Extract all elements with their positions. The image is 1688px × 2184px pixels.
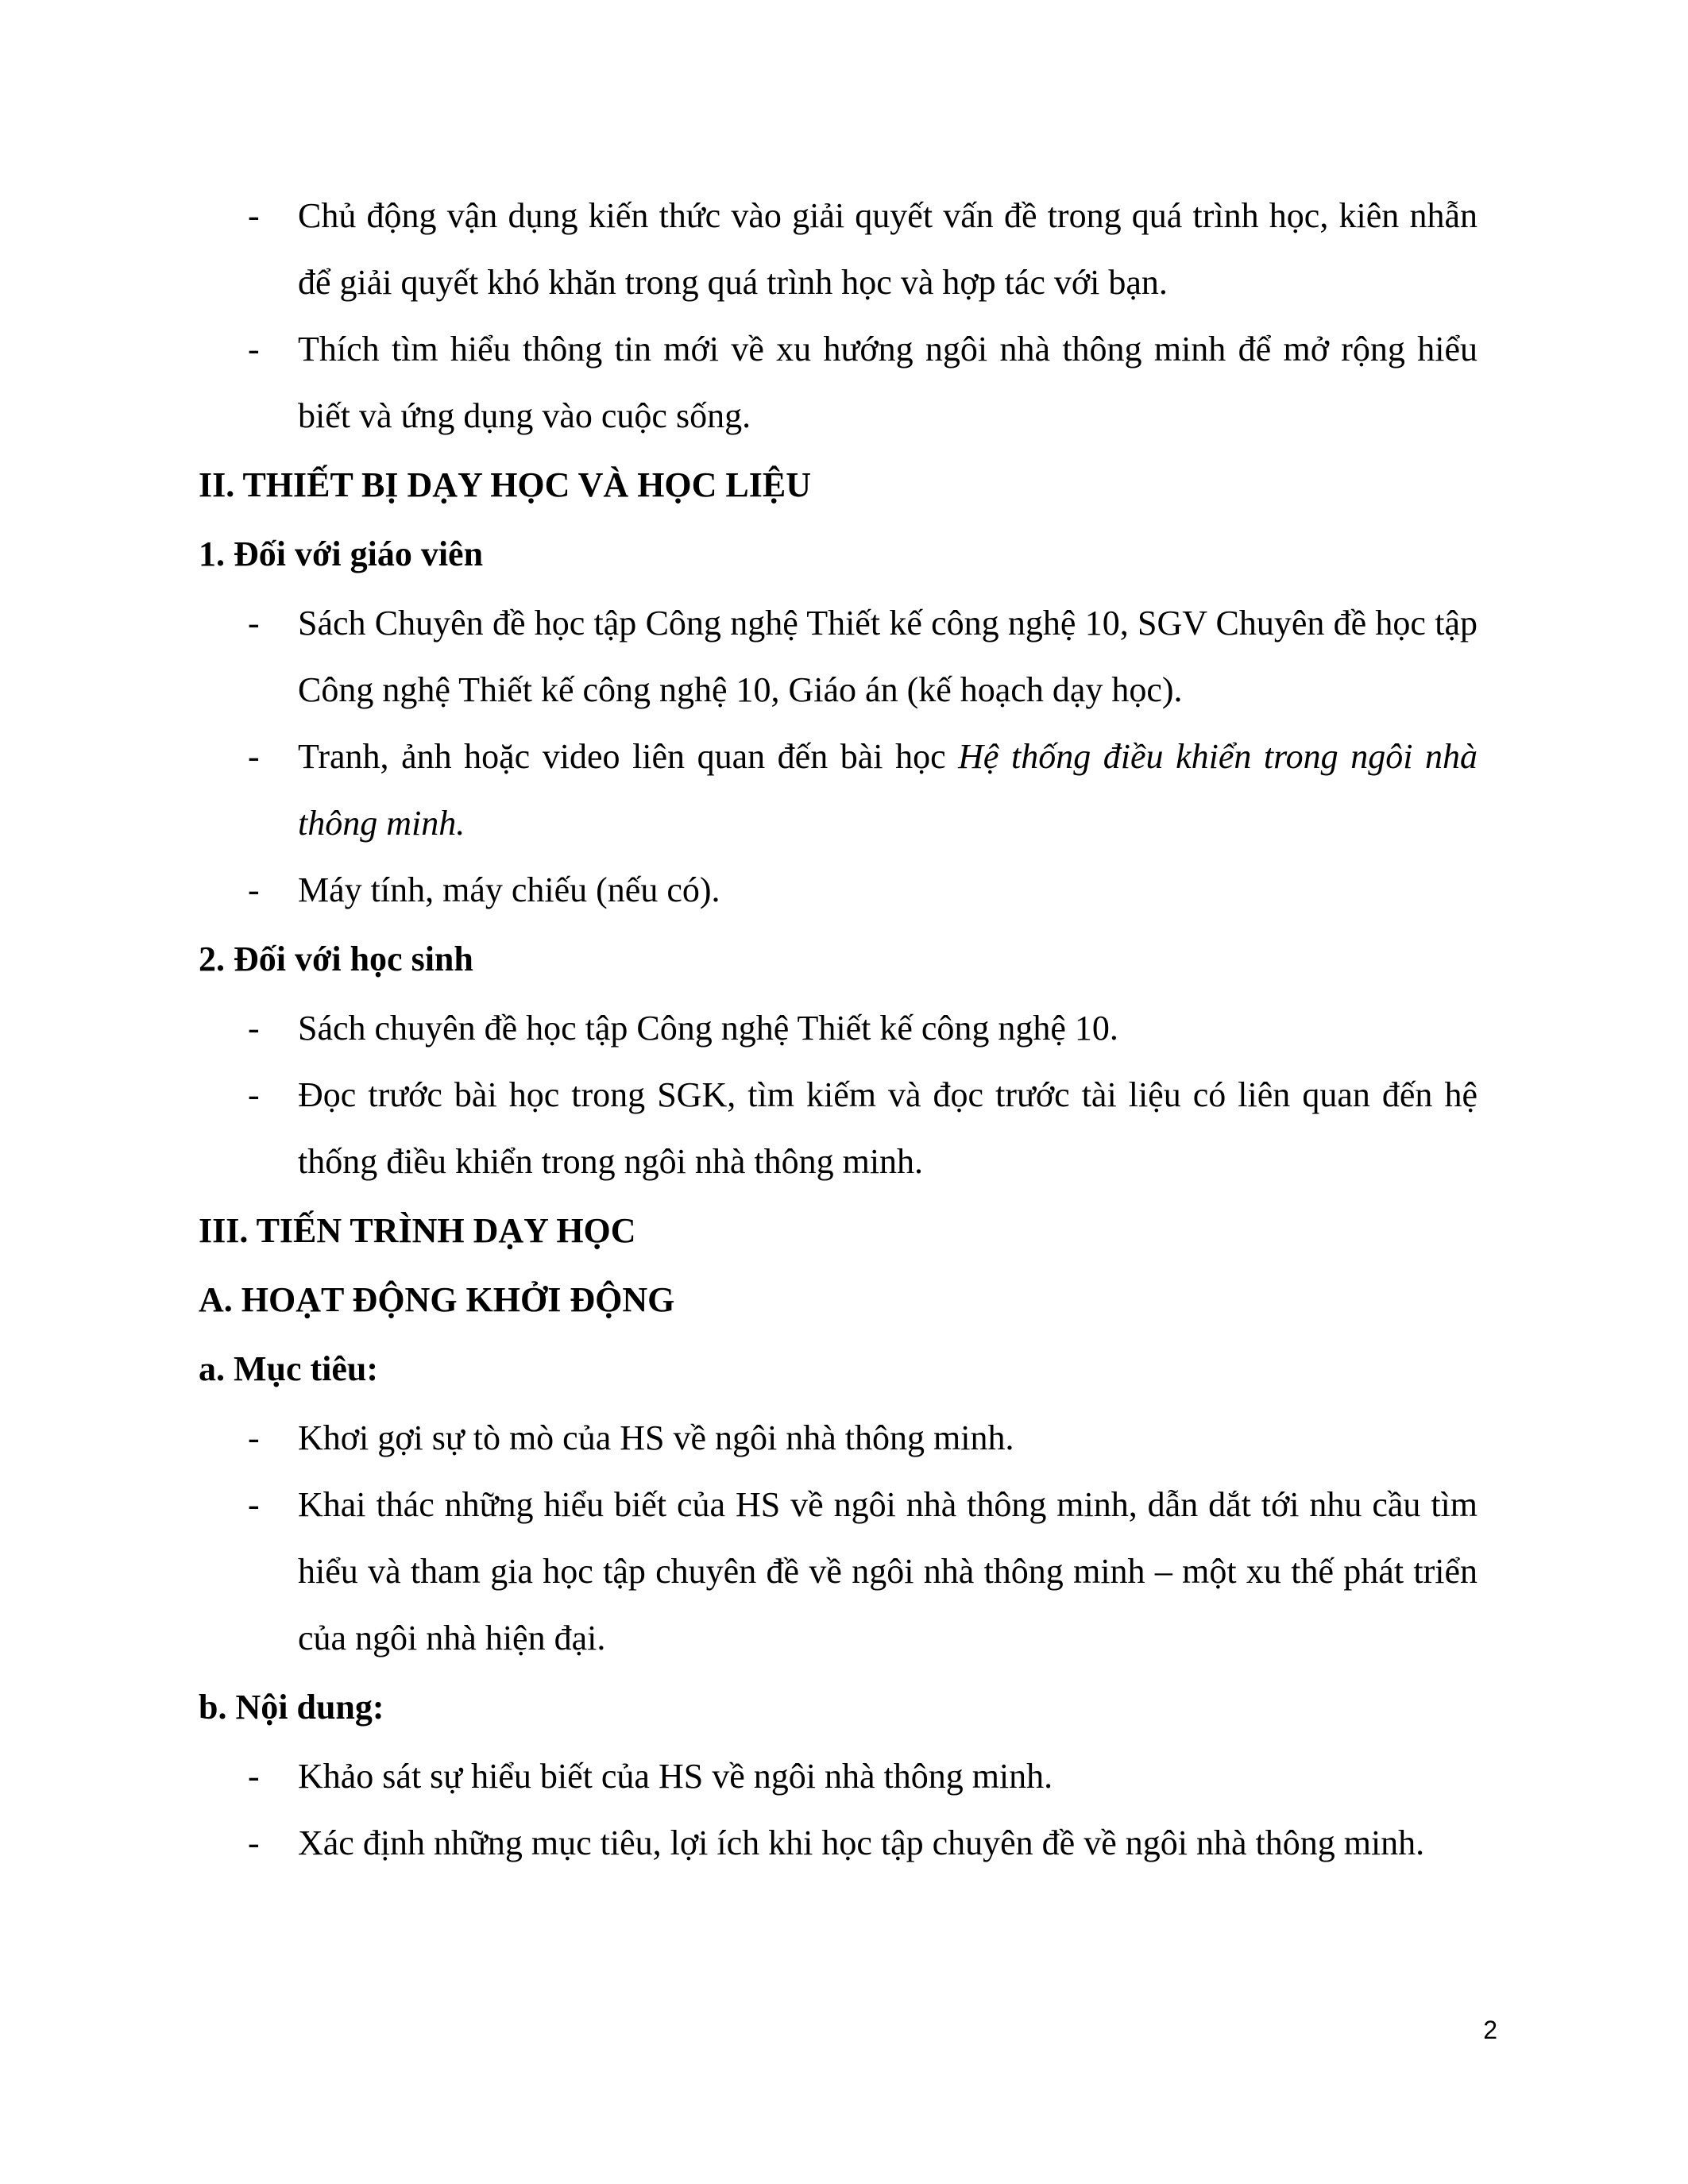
item-text: Đọc trước bài học trong SGK, tìm kiếm và đọc trước tài liệu có liên quan đến hệ thống điều khiển trong ngôi nhà thông minh. — [298, 1075, 1477, 1181]
bullet: - — [248, 1823, 260, 1862]
subsection-heading: 1. Đối với giáo viên — [199, 534, 484, 573]
subsection-heading: 2. Đối với học sinh — [199, 940, 473, 978]
bullet: - — [248, 870, 260, 909]
bullet: - — [248, 1009, 260, 1048]
list-item — [199, 1405, 1477, 1472]
item-text: Khơi gợi sự tò mò của HS về ngôi nhà thông minh. — [298, 1418, 1014, 1457]
lesson-title-italic: Hệ thống điều khiển trong ngôi nhà thông minh. — [298, 737, 1477, 843]
list-item — [199, 857, 1477, 924]
bullet: - — [248, 196, 260, 235]
list-item — [199, 1472, 1477, 1672]
objectives-heading: a. Mục tiêu: — [199, 1349, 379, 1388]
item-text: Thích tìm hiểu thông tin mới về xu hướng ngôi nhà thông minh để mở rộng hiểu biết và ứng dụng vào cuộc sống. — [298, 330, 1477, 435]
bullet: - — [248, 1757, 260, 1796]
item-text: Khai thác những hiểu biết của HS về ngôi nhà thông minh, dẫn dắt tới nhu cầu tìm hiểu và tham gia học tập chuyên đề về ngôi nhà thông minh – một xu thế phát triển của ngôi nhà hiện đại. — [298, 1485, 1477, 1657]
bullet: - — [248, 604, 260, 642]
list-item — [199, 590, 1477, 723]
bullet: - — [248, 737, 260, 776]
page-content — [199, 183, 1477, 1877]
list-item — [199, 1062, 1477, 1195]
item-text: Tranh, ảnh hoặc video liên quan đến bài học — [298, 737, 959, 776]
item-text: Chủ động vận dụng kiến thức vào giải quyết vấn đề trong quá trình học, kiên nhẫn để giải quyết khó khăn trong quá trình học và hợp tác với bạn. — [298, 196, 1477, 302]
bullet: - — [248, 1485, 260, 1524]
bullet: - — [248, 1418, 260, 1457]
list-item — [199, 1743, 1477, 1810]
bullet: - — [248, 330, 260, 369]
list-item — [199, 183, 1477, 316]
list-item — [199, 723, 1477, 857]
list-item — [199, 316, 1477, 450]
item-text: Sách Chuyên đề học tập Công nghệ Thiết kế công nghệ 10, SGV Chuyên đề học tập Công nghệ Thiết kế công nghệ 10, Giáo án (kế hoạch dạy học). — [298, 604, 1477, 709]
list-item — [199, 1810, 1477, 1877]
item-text: Xác định những mục tiêu, lợi ích khi học tập chuyên đề về ngôi nhà thông minh. — [298, 1823, 1425, 1862]
list-item — [199, 995, 1477, 1062]
section-heading: II. THIẾT BỊ DẠY HỌC VÀ HỌC LIỆU — [199, 465, 812, 504]
item-text: Khảo sát sự hiểu biết của HS về ngôi nhà thông minh. — [298, 1757, 1053, 1796]
page-number: 2 — [1483, 2016, 1497, 2044]
section-heading: III. TIẾN TRÌNH DẠY HỌC — [199, 1211, 636, 1250]
bullet: - — [248, 1075, 260, 1114]
item-text: Máy tính, máy chiếu (nếu có). — [298, 870, 720, 909]
item-text: Sách chuyên đề học tập Công nghệ Thiết kế công nghệ 10. — [298, 1009, 1118, 1048]
content-heading: b. Nội dung: — [199, 1688, 384, 1727]
activity-heading: A. HOẠT ĐỘNG KHỞI ĐỘNG — [199, 1280, 675, 1319]
